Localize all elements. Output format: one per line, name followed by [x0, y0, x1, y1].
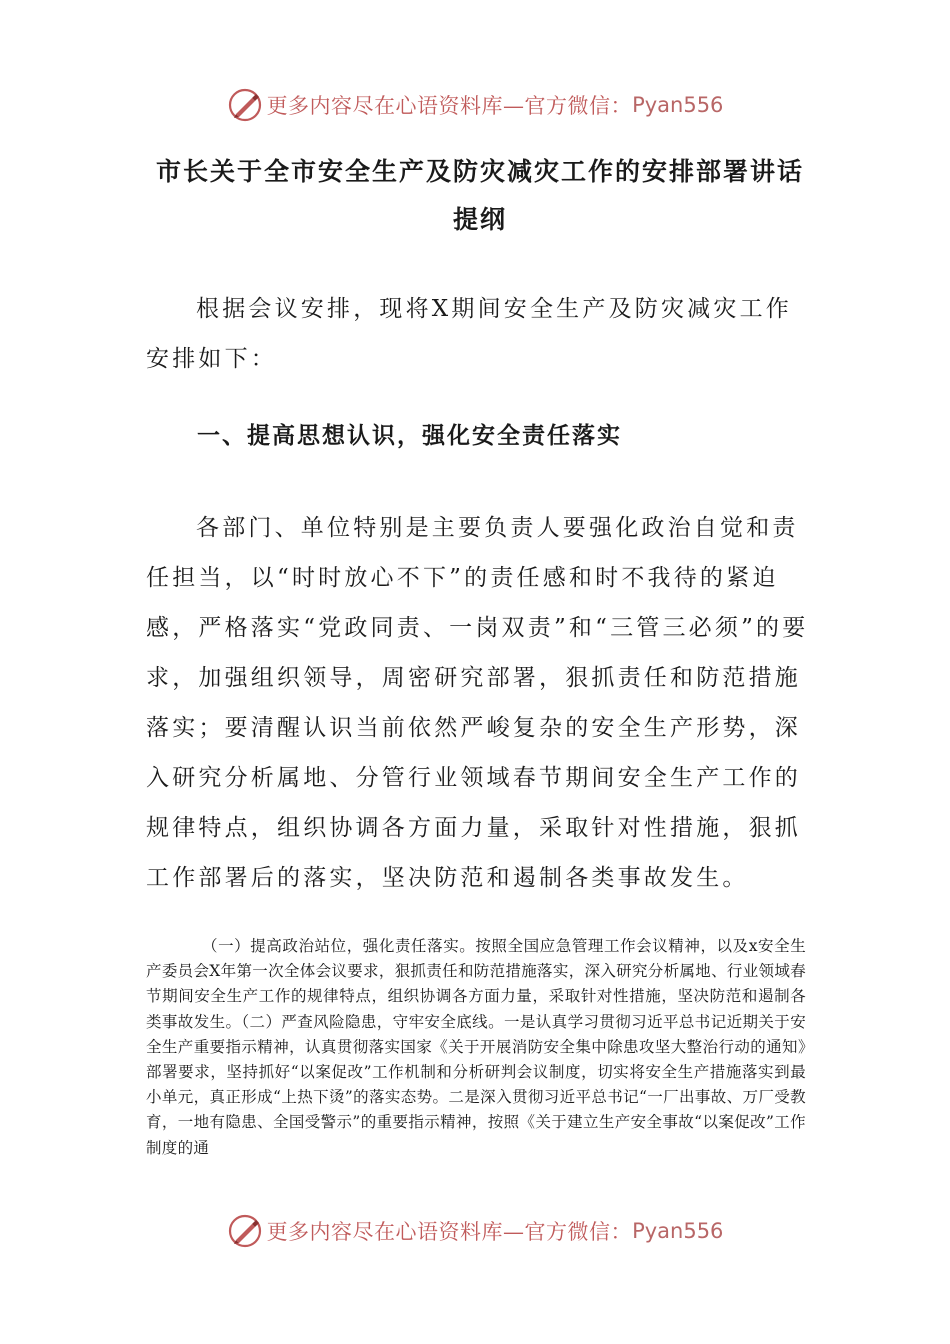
section-heading-1: 一、提高思想认识，强化安全责任落实 [197, 423, 622, 449]
footer-banner [0, 1206, 950, 1256]
intro-paragraph: 根据会议安排，现将X期间安全生产及防灾减灾工作安排如下： [146, 296, 792, 372]
pen-logo-icon [227, 87, 263, 123]
body-paragraph-2: （一）提高政治站位，强化责任落实。按照全国应急管理工作会议精神，以及x安全生产委员会X年第一次全体会议要求，狠抓责任和防范措施落实，深入研究分析属地、行业领域春节期间安全生产工作的规律特点，组织协调各方面力量，采取针对性措施，坚决防范和遏制各类事故发生。（二）严查风险隐患，守牢安全底线。一是认真学习贯彻习近平总书记近期关于安全生产重要指示精神，认真贯彻落实国家《关于开展消防安全集中除患攻坚大整治行动的通知》部署要求，坚持抓好“以案促改”工作机制和分析研判会议制度，切实将安全生产措施落实到最小单元，真正形成“上热下烫”的落实态势。二是深入贯彻习近平总书记“一厂出事故、万厂受教育，一地有隐患、全国受警示”的重要指示精神，按照《关于建立生产安全事故“以案促改”工作制度的通 [146, 937, 806, 1157]
header-banner [0, 80, 950, 130]
document-title: 市长关于全市安全生产及防灾减灾工作的安排部署讲话提纲 [155, 157, 804, 234]
wechat-id: Pyan556 [632, 93, 724, 117]
banner-text: 更多内容尽在心语资料库—官方微信： [266, 1220, 633, 1244]
banner-text: 更多内容尽在心语资料库—官方微信： [266, 94, 633, 118]
body-paragraph-1: 各部门、单位特别是主要负责人要强化政治自觉和责任担当，以“时时放心不下”的责任感和时不我待的紧迫感，严格落实“党政同责、一岗双责”和“三管三必须”的要求，加强组织领导，周密研究部署，狠抓责任和防范措施落实；要清醒认识当前依然严峻复杂的安全生产形势，深入研究分析属地、分管行业领域春节期间安全生产工作的规律特点，组织协调各方面力量，采取针对性措施，狠抓工作部署后的落实，坚决防范和遏制各类事故发生。 [146, 515, 809, 891]
pen-logo-icon [227, 1213, 263, 1249]
wechat-id: Pyan556 [632, 1219, 724, 1243]
